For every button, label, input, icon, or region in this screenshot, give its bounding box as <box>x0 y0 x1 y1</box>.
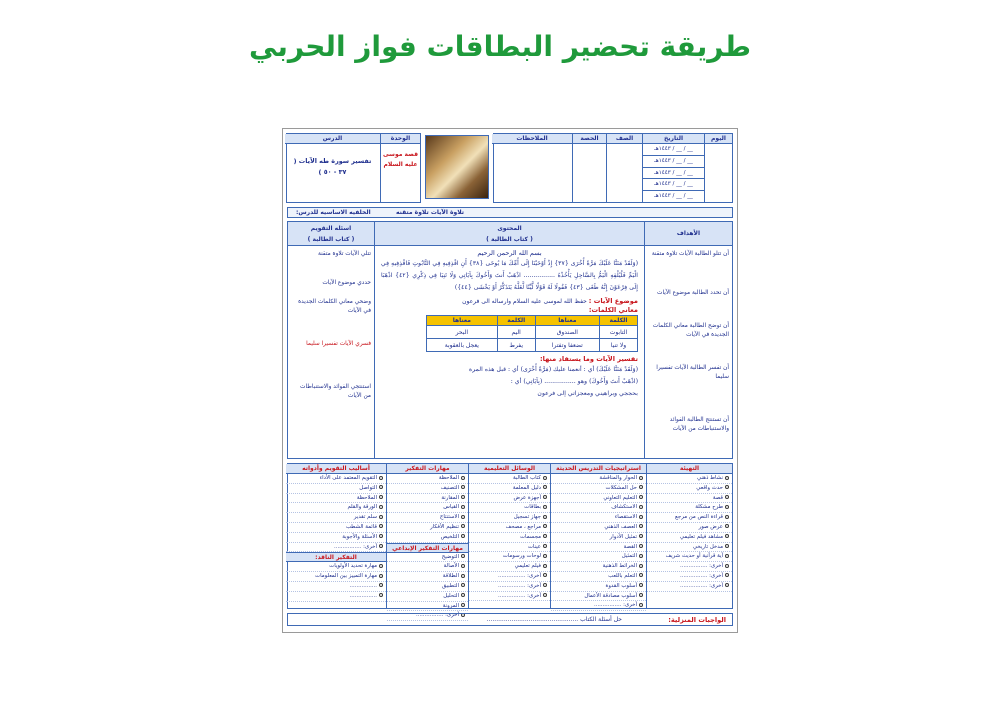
panel-item <box>551 513 646 523</box>
checkbox-icon[interactable] <box>543 564 547 568</box>
panel-item-label: عينات <box>527 543 541 550</box>
checkbox-icon[interactable] <box>379 574 383 578</box>
meanings-cell: الصندوق <box>535 326 599 339</box>
quran-book-image <box>425 135 489 199</box>
panel-item <box>387 582 468 592</box>
main-section <box>287 221 733 459</box>
checkbox-icon[interactable] <box>379 544 383 548</box>
panel-item <box>551 601 646 611</box>
checkbox-icon[interactable] <box>543 485 547 489</box>
content-header-title: المحتوى <box>497 225 522 232</box>
content-header-sub: ( كتاب الطالبة ) <box>486 236 533 243</box>
panel-item-label: أسلوب مصادقة الأعمال <box>584 592 637 599</box>
meanings-cell: التابوت <box>599 326 637 339</box>
unit-col <box>380 134 420 202</box>
checkbox-icon[interactable] <box>725 583 729 587</box>
checkbox-icon[interactable] <box>725 476 729 480</box>
tafsir-line: (وَلَقَدْ مَنَنَّا عَلَيْكَ) أي : أنعمنا عليك (مَرَّةً أُخْرَى) أي : قبل هذه المرة <box>469 366 638 373</box>
checkbox-icon[interactable] <box>725 534 729 538</box>
panel-item <box>647 474 732 484</box>
checkbox-icon[interactable] <box>543 534 547 538</box>
checkbox-icon[interactable] <box>461 583 465 587</box>
panel-item-label: التصنيف <box>440 484 459 491</box>
meanings-cell: تضعفا وتفترا <box>535 339 599 352</box>
evaluation-header-sub: ( كتاب الطالبة ) <box>307 236 355 243</box>
panel-item-label: مجسمات <box>519 533 541 540</box>
date-col <box>642 134 704 202</box>
checkbox-icon[interactable] <box>379 485 383 489</box>
evaluation-item: فسري الآيات تفسيرا سليما <box>306 341 371 347</box>
panel-item <box>469 543 550 553</box>
panel-item-label: التواصل <box>359 484 377 491</box>
meanings-cell: البحر <box>427 326 498 339</box>
panel-item-label: ................ <box>349 592 377 599</box>
checkbox-icon[interactable] <box>379 534 383 538</box>
panel-item <box>469 513 550 523</box>
checkbox-icon[interactable] <box>379 583 383 587</box>
panel-item <box>387 562 468 572</box>
panel-title: استراتيجيات التدريس الحديثة <box>551 464 646 474</box>
panel-item-label: مشاهد فيلم تعليمي <box>679 533 723 540</box>
panel-title: أساليب التقويم وأدواته <box>286 464 386 474</box>
checkbox-icon[interactable] <box>639 554 643 558</box>
meanings-cell: اليم <box>497 326 535 339</box>
panel-item <box>551 533 646 543</box>
panel-item <box>469 552 550 562</box>
panel-item <box>647 533 732 543</box>
panel-item-label: القياس <box>443 504 459 511</box>
panel-item <box>469 494 550 504</box>
panel-item-label: الخرائط الذهنية <box>602 563 637 570</box>
topic-label: موضوع الآيات : <box>588 297 638 305</box>
panel-item <box>387 513 468 523</box>
panel-item-label: الاستكشاف <box>611 504 637 511</box>
panel-item <box>551 543 646 553</box>
checkbox-icon[interactable] <box>461 593 465 597</box>
panel-item-label: حل المشكلات <box>605 484 637 491</box>
date-row: __ / __ / ١٤٤٣هـ <box>643 156 704 168</box>
homework-value: حل أسئلة الكتاب ................................................ <box>486 616 622 623</box>
meanings-row <box>427 326 638 339</box>
strategies-panel <box>550 464 646 608</box>
evaluation-list <box>288 246 374 405</box>
panel-item-label: ................ <box>349 582 377 589</box>
basic-knowledge-label: الخلفيه الاساسيه للدرس: <box>296 209 371 216</box>
evaluation-item: حددي موضوع الآيات <box>322 280 371 286</box>
panel-item <box>551 592 646 602</box>
checkbox-icon[interactable] <box>725 573 729 577</box>
panel-item <box>551 552 646 562</box>
panel-item <box>286 562 386 572</box>
tafsir-line: (اذْهَبْ أَنتَ وَأَخُوكَ) وهو ................ (بِآيَاتِي) أي : <box>510 378 638 385</box>
meanings-head <box>427 316 638 326</box>
panel-item <box>469 582 550 592</box>
panel-item-label: جهاز تسجيل <box>513 514 541 521</box>
checkbox-icon[interactable] <box>725 485 729 489</box>
checkbox-icon[interactable] <box>639 603 643 607</box>
checkbox-icon[interactable] <box>461 515 465 519</box>
checkbox-icon[interactable] <box>461 485 465 489</box>
evaluation-item: استنتجي الفوائد والاستنباطات من الآيات <box>300 384 371 399</box>
panel-item-label: أخرى: ................ <box>680 563 723 570</box>
objective-item: أن تفسر الطالبة الآيات تفسيرا سليما <box>656 365 729 380</box>
objectives-list <box>645 246 732 438</box>
meanings-header-cell: معناها <box>427 316 498 326</box>
checkbox-icon[interactable] <box>461 495 465 499</box>
checkbox-icon[interactable] <box>725 515 729 519</box>
panel-item-label: تمثيل الأدوار <box>609 533 637 540</box>
panel-item-label: كتاب الطالبة <box>513 475 541 481</box>
panel-item-label: أخرى: ................ <box>594 602 637 609</box>
panel-item <box>286 513 386 523</box>
tafsir-line: بحججي وبراهيني ومعجزاتي إلى فرعون <box>537 390 638 397</box>
panel-item <box>469 523 550 533</box>
panel-title: الوسائل التعليمية <box>469 464 550 474</box>
checkbox-icon[interactable] <box>461 505 465 509</box>
quran-verses: (وَلَقَدْ مَنَنَّا عَلَيْكَ مَرَّةً أُخْرَى {٣٧} إِذْ أَوْحَيْنَا إِلَى أُمِّكَ مَا يُوحَى {٣٨} أَنِ اقْذِفِيهِ فِي التَّابُوتِ فَاقْذِفِيهِ فِي الْيَمِّ فَلْيُلْقِهِ الْيَمُّ بِالسَّاحِلِ يَأْخُذْهُ ................ اذْهَبْ أَنتَ وَأَخُوكَ بِآيَاتِي وَلَا تَنِيَا فِي ذِكْرِي {٤٢} اذْهَبَا إِلَى فِرْعَوْنَ إِنَّهُ طَغَى {٤٣} فَقُولَا لَهُ قَوْلًا لَّيِّنًا لَّعَلَّهُ يَتَذَكَّرُ أَوْ يَخْشَى {٤٤}) <box>381 260 638 291</box>
unit-header: الوحدة <box>381 134 420 144</box>
checkbox-icon[interactable] <box>461 554 465 558</box>
panel-item <box>286 523 386 533</box>
panel-item <box>647 523 732 533</box>
header-table <box>493 133 733 203</box>
class-header: الصف <box>607 134 642 144</box>
evaluation-item: تتلي الآيات تلاوة متقنة <box>318 251 371 257</box>
panel-item-label: أخرى: ................ <box>680 572 723 579</box>
panel-item-label: الملاحظة <box>356 494 377 501</box>
panel-item-label: عرض صور <box>698 523 723 530</box>
objectives-column <box>644 222 732 458</box>
assessment-panel <box>286 464 386 608</box>
tafsir-label: تفسير الآيات وما يستفاد منها: <box>539 355 638 363</box>
checkbox-icon[interactable] <box>639 583 643 587</box>
checkbox-icon[interactable] <box>639 524 643 528</box>
panel-item <box>387 602 468 612</box>
checkbox-icon[interactable] <box>725 505 729 509</box>
panel-item-label: القصة <box>623 543 637 550</box>
panel-item-label: قصة <box>712 494 723 501</box>
panel-subtitle: مهارات التفكير الإبداعي <box>387 543 468 553</box>
panel-item <box>286 572 386 582</box>
lesson-info-table <box>286 133 421 203</box>
checkbox-icon[interactable] <box>379 524 383 528</box>
meanings-body <box>427 326 638 352</box>
panel-item-label: المرونة <box>442 602 459 609</box>
panel-title: التهيئة <box>647 464 732 474</box>
panel-item <box>286 484 386 494</box>
checkbox-icon[interactable] <box>543 505 547 509</box>
panel-item <box>647 552 732 562</box>
panel-item-label: أخرى: ................ <box>498 582 541 589</box>
checkbox-icon[interactable] <box>543 544 547 548</box>
page-title: طريقة تحضير البطاقات فواز الحربي <box>248 30 752 63</box>
checkbox-icon[interactable] <box>639 515 643 519</box>
date-row: __ / __ / ١٤٤٣هـ <box>643 179 704 191</box>
class-col <box>606 134 642 202</box>
panel-item-label: آية قرآنية أو حديث شريف <box>665 553 723 560</box>
panel-item-label: الطلاقة <box>442 573 459 580</box>
panel-item-label: مهارة التمييز بين المعلومات <box>315 573 377 580</box>
date-row: __ / __ / ١٤٤٣هـ <box>643 144 704 156</box>
panel-item-label: التحليل <box>443 592 459 599</box>
panel-item <box>387 503 468 513</box>
panel-title: مهارات التفكير <box>387 464 468 474</box>
meanings-header-cell: الكلمة <box>599 316 637 326</box>
checkbox-icon[interactable] <box>725 544 729 548</box>
meanings-table <box>426 315 638 352</box>
checkbox-icon[interactable] <box>543 495 547 499</box>
panel-item-label: الملاحظة <box>438 475 459 481</box>
objective-item: أن توضح الطالبة معاني الكلمات الجديدة في الآيات <box>652 323 729 338</box>
basic-knowledge-bar <box>287 207 733 218</box>
panel-item-label: الأصالة <box>443 563 459 570</box>
checkbox-icon[interactable] <box>639 544 643 548</box>
panel-item <box>469 503 550 513</box>
checkbox-icon[interactable] <box>639 476 643 480</box>
panel-item-label: التعليم التعاوني <box>603 494 637 501</box>
panel-item-label: المقارنة <box>441 494 459 501</box>
panel-item <box>387 592 468 602</box>
checkbox-icon[interactable] <box>379 495 383 499</box>
objectives-header: الأهداف <box>645 222 732 246</box>
checkbox-icon[interactable] <box>379 564 383 568</box>
lesson-header: الدرس <box>285 134 380 144</box>
objective-item: أن تستنتج الطالبة الفوائد والاستنباطات من الآيات <box>669 417 729 432</box>
notes-col <box>492 134 572 202</box>
checkbox-icon[interactable] <box>725 524 729 528</box>
checkbox-icon[interactable] <box>379 593 383 597</box>
meanings-cell: يعجل بالعقوبة <box>427 339 498 352</box>
panel-item-label: الاستنتاج <box>439 514 459 521</box>
panel-item <box>551 582 646 592</box>
day-col <box>704 134 732 202</box>
checkbox-icon[interactable] <box>639 495 643 499</box>
panel-item <box>551 523 646 533</box>
panel-item-label: لوحات ورسومات <box>502 553 541 560</box>
checkbox-icon[interactable] <box>461 476 465 480</box>
panel-item-label: فيلم تعليمي <box>514 563 541 570</box>
evaluation-header-title: اسئله التقويم <box>310 225 352 232</box>
panel-item <box>469 533 550 543</box>
content-header <box>375 222 644 246</box>
panel-item-label: التقويم المعتمد على الأداء <box>319 475 377 481</box>
panel-item-label: التطبيق <box>442 582 459 589</box>
panel-item-label: دليل المعلمة <box>512 484 541 491</box>
panel-item <box>647 503 732 513</box>
checkbox-icon[interactable] <box>379 505 383 509</box>
panel-item-label: الاستقصاء <box>614 514 637 521</box>
checkbox-icon[interactable] <box>461 603 465 607</box>
panel-item-label: مراجع ، مصحف <box>505 523 541 530</box>
checkbox-icon[interactable] <box>543 583 547 587</box>
checkbox-icon[interactable] <box>543 573 547 577</box>
panel-item <box>551 494 646 504</box>
panel-item <box>551 572 646 582</box>
panel-item <box>286 543 386 553</box>
panel-item-label: نشاط ذهني <box>696 475 723 481</box>
panel-item <box>387 553 468 563</box>
meanings-table-wrap <box>426 315 638 352</box>
panel-item <box>387 533 468 543</box>
panel-item-label: أسلوب القدوة <box>605 582 637 589</box>
panel-item <box>387 494 468 504</box>
panel-item-label: أخرى: ................ <box>680 582 723 589</box>
topic-value: حفظ الله لموسى عليه السلام وارساله الى فرعون <box>462 298 587 305</box>
checkbox-icon[interactable] <box>725 554 729 558</box>
panel-item-label: التوضيح <box>441 553 459 560</box>
checkbox-icon[interactable] <box>461 574 465 578</box>
meanings-cell: يفرط <box>497 339 535 352</box>
panel-item-label: قراءة النص من مرجع <box>675 514 723 521</box>
meanings-cell: ولا تنيا <box>599 339 637 352</box>
checkbox-icon[interactable] <box>725 495 729 499</box>
date-row: __ / __ / ١٤٤٣هـ <box>643 168 704 180</box>
panel-item-label: سلم تقدير <box>353 514 377 521</box>
panel-item-label: أخرى: ................ <box>498 572 541 579</box>
panel-item-label: أخرى: ................ <box>416 612 459 619</box>
objective-item: أن تتلو الطالبة الآيات تلاوة متقنة <box>651 251 729 257</box>
panel-item-label: قائمة الشطب <box>345 523 377 530</box>
meanings-label: معاني الكلمات: <box>588 306 638 314</box>
checkbox-icon[interactable] <box>543 554 547 558</box>
homework-bar <box>287 613 733 626</box>
checkbox-icon[interactable] <box>461 534 465 538</box>
meanings-header-cell: معناها <box>535 316 599 326</box>
panel-item <box>387 484 468 494</box>
basmala: بسم الله الرحمن الرحيم <box>477 249 542 257</box>
panel-item-label: مهارة تحديد الأولويات <box>329 563 377 570</box>
panel-item <box>647 543 732 553</box>
thinking-panel <box>386 464 468 619</box>
panel-item-label: تنظيم الأفكار <box>430 523 459 530</box>
checkbox-icon[interactable] <box>379 515 383 519</box>
panel-item-label: أخرى: ................ <box>498 592 541 599</box>
panel-item-label: الحوار والمناقشة <box>599 475 637 481</box>
content-column <box>374 222 644 458</box>
panel-item-label: الورقة والقلم <box>347 504 377 511</box>
panel-item <box>647 513 732 523</box>
checkbox-icon[interactable] <box>543 515 547 519</box>
panel-item <box>286 474 386 484</box>
panel-item-label: بطاقات <box>524 504 541 511</box>
date-header: التاريخ <box>643 134 704 144</box>
panel-item-label: التمثيل <box>621 553 637 560</box>
checkbox-icon[interactable] <box>639 505 643 509</box>
panel-item-label: مدخل تاريخي <box>692 543 723 550</box>
checkbox-icon[interactable] <box>543 524 547 528</box>
date-row: __ / __ / ١٤٤٣هـ <box>643 191 704 203</box>
panel-item-label: أخرى: ................ <box>334 543 377 550</box>
checkbox-icon[interactable] <box>639 534 643 538</box>
panel-item <box>469 562 550 572</box>
unit-value: قصة موسى عليه السلام <box>382 151 418 168</box>
objective-item: أن تحدد الطالبة موضوع الآيات <box>657 290 729 296</box>
panel-item <box>551 484 646 494</box>
evaluation-header <box>288 222 374 246</box>
checkbox-icon[interactable] <box>639 485 643 489</box>
panel-item <box>469 484 550 494</box>
evaluation-column <box>288 222 374 458</box>
panel-item <box>551 474 646 484</box>
checkbox-icon[interactable] <box>543 476 547 480</box>
checkbox-icon[interactable] <box>461 564 465 568</box>
tafsir-lines <box>381 364 638 400</box>
day-header: اليوم <box>705 134 732 144</box>
checkbox-icon[interactable] <box>639 573 643 577</box>
checkbox-icon[interactable] <box>461 524 465 528</box>
period-header: الحصة <box>573 134 606 144</box>
panel-item <box>551 562 646 572</box>
checkbox-icon[interactable] <box>543 593 547 597</box>
period-col <box>572 134 606 202</box>
panel-item-label: العصف الذهني <box>604 523 637 530</box>
meanings-row <box>427 339 638 352</box>
basic-knowledge-value: تلاوة الآيات تلاوة متقنه <box>396 209 465 216</box>
panel-item <box>286 503 386 513</box>
panel-item <box>387 572 468 582</box>
panel-item <box>647 562 732 572</box>
panel-item <box>647 582 732 592</box>
panel-item-label: أجهزة عرض <box>513 494 541 501</box>
panel-item-label: التعلم باللعب <box>608 572 637 579</box>
panel-item <box>286 582 386 592</box>
lesson-col <box>285 134 380 202</box>
warmup-panel <box>646 464 732 608</box>
panel-item-label: طرح مشكلة <box>695 504 723 511</box>
date-rows <box>643 144 704 203</box>
panel-item <box>551 503 646 513</box>
homework-label: الواجبات المنزلية: <box>668 616 726 624</box>
panel-subtitle: التفكير الناقد: <box>286 552 386 562</box>
panel-item <box>647 484 732 494</box>
panel-item <box>286 533 386 543</box>
panel-item <box>469 474 550 484</box>
panel-item <box>286 494 386 504</box>
checkbox-icon[interactable] <box>639 593 643 597</box>
checkbox-icon[interactable] <box>639 564 643 568</box>
panel-item-label: حدث واقعي <box>696 484 723 491</box>
meanings-header-cell: الكلمة <box>497 316 535 326</box>
panel-item <box>387 523 468 533</box>
checkbox-icon[interactable] <box>379 476 383 480</box>
notes-header: الملاحظات <box>492 134 572 144</box>
lesson-card <box>282 128 738 633</box>
panel-item <box>286 592 386 602</box>
evaluation-item: وضحي معاني الكلمات الجديدة في الآيات <box>298 299 371 314</box>
panel-item-label: التلخيص <box>440 533 459 540</box>
panel-item <box>469 592 550 602</box>
panel-item <box>387 474 468 484</box>
aids-panel <box>468 464 550 608</box>
panel-item-label: الأسئلة والأجوبة <box>342 533 377 540</box>
panel-item <box>647 494 732 504</box>
checkbox-icon[interactable] <box>725 564 729 568</box>
panel-item <box>469 572 550 582</box>
bottom-panels <box>287 463 733 619</box>
panel-item <box>647 572 732 582</box>
lesson-value: تفسير سورة طه الآيات ( ٣٧ - ٥٠ ) <box>293 157 372 176</box>
